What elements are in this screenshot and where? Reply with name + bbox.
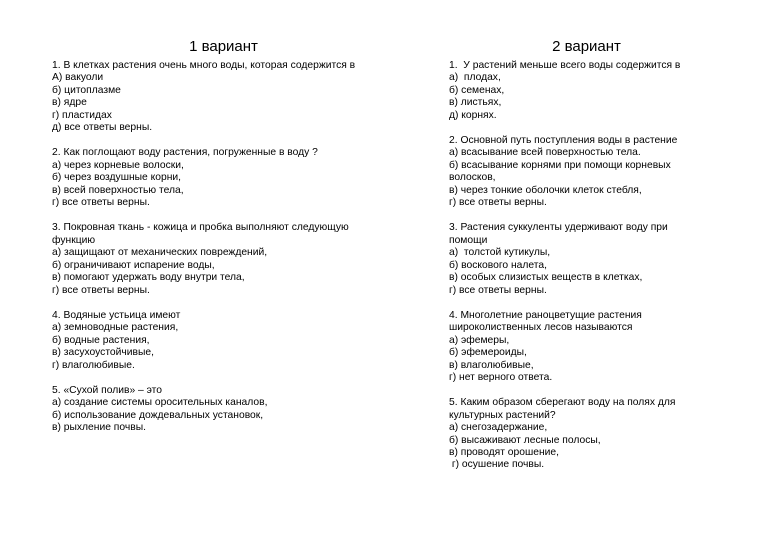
variant-1-title: 1 вариант — [189, 38, 258, 55]
answer-option: А) вакуоли — [52, 72, 104, 84]
answer-option: г) все ответы верны. — [449, 284, 547, 296]
answer-option: б) всасывание корнями при помощи корневых — [449, 159, 671, 171]
question-5 — [449, 397, 714, 471]
answer-option: а) плодах, — [449, 72, 501, 84]
answer-option: а) создание системы оросительных каналов, — [52, 397, 268, 409]
question-text: 4. Водяные устьица имеют — [52, 309, 181, 321]
answer-option: в) особых слизистых веществ в клетках, — [449, 272, 643, 284]
answer-option: д) корнях. — [449, 109, 497, 121]
question-text: 2. Как поглощают воду растения, погруженные в воду ? — [52, 147, 318, 159]
question-1 — [449, 60, 714, 122]
answer-option: а) через корневые волоски, — [52, 159, 184, 171]
answer-option: д) все ответы верны. — [52, 122, 153, 134]
question-5 — [52, 385, 387, 435]
question-2 — [449, 135, 714, 209]
question-text: 5. «Сухой полив» – это — [52, 384, 162, 396]
answer-option: б) цитоплазме — [52, 84, 121, 96]
answer-option: в) всей поверхностью тела, — [52, 184, 184, 196]
answer-option: г) осушение почвы. — [449, 459, 545, 471]
answer-option: в) влаголюбивые, — [449, 359, 534, 371]
answer-option: г) нет верного ответа. — [449, 371, 553, 383]
variant-2-column — [449, 38, 714, 485]
answer-option: г) влаголюбивые. — [52, 359, 135, 371]
answer-option: б) воскового налета, — [449, 259, 547, 271]
question-3 — [449, 222, 714, 296]
answer-option: а) земноводные растения, — [52, 322, 179, 334]
question-4 — [52, 310, 387, 372]
answer-option: г) все ответы верны. — [449, 197, 547, 209]
question-text: культурных растений? — [449, 409, 556, 421]
question-text: 3. Растения суккуленты удерживают воду при — [449, 222, 668, 234]
question-4 — [449, 310, 714, 384]
question-text: 2. Основной путь поступления воды в растение — [449, 135, 678, 147]
variant-1-column — [52, 38, 387, 448]
answer-option: а) всасывание всей поверхностью тела. — [449, 147, 641, 159]
answer-option: г) пластидах — [52, 109, 112, 121]
answer-option: а) защищают от механических повреждений, — [52, 247, 268, 259]
question-2 — [52, 147, 387, 209]
answer-option: б) водные растения, — [52, 334, 150, 346]
question-3 — [52, 222, 387, 296]
question-text: 1. В клетках растения очень много воды, которая содержится в — [52, 60, 356, 71]
question-text: 5. Каким образом сберегают воду на полях для — [449, 397, 676, 409]
answer-option: в) через тонкие оболочки клеток стебля, — [449, 184, 642, 196]
answer-option: а) снегозадержание, — [449, 422, 548, 434]
question-text: 4. Многолетние раноцветущие растения — [449, 309, 642, 321]
answer-option: а) эфемеры, — [449, 334, 510, 346]
answer-option: в) ядре — [52, 97, 87, 109]
answer-option: б) через воздушные корни, — [52, 172, 182, 184]
question-text: помощи — [449, 234, 488, 246]
answer-option: б) эфемероиды, — [449, 347, 527, 359]
answer-option: волосков, — [449, 172, 496, 184]
answer-option: г) все ответы верны. — [52, 284, 150, 296]
question-text: 1. У растений меньше всего воды содержится в — [449, 60, 681, 71]
answer-option: б) высаживают лесные полосы, — [449, 434, 601, 446]
answer-option: б) ограничивают испарение воды, — [52, 259, 215, 271]
question-text: функцию — [52, 234, 96, 246]
question-text: широколиственных лесов называются — [449, 322, 633, 334]
answer-option: а) толстой кутикулы, — [449, 247, 551, 259]
variant-2-title: 2 вариант — [552, 38, 621, 55]
question-1 — [52, 60, 387, 134]
question-text: 3. Покровная ткань - кожица и пробка выполняют следующую — [52, 222, 349, 234]
answer-option: в) засухоустойчивые, — [52, 347, 154, 359]
answer-option: в) помогают удержать воду внутри тела, — [52, 272, 245, 284]
answer-option: в) проводят орошение, — [449, 446, 559, 458]
answer-option: г) все ответы верны. — [52, 197, 150, 209]
answer-option: в) листьях, — [449, 97, 502, 109]
answer-option: в) рыхление почвы. — [52, 422, 146, 434]
answer-option: б) использование дождевальных установок, — [52, 409, 264, 421]
answer-option: б) семенах, — [449, 84, 505, 96]
